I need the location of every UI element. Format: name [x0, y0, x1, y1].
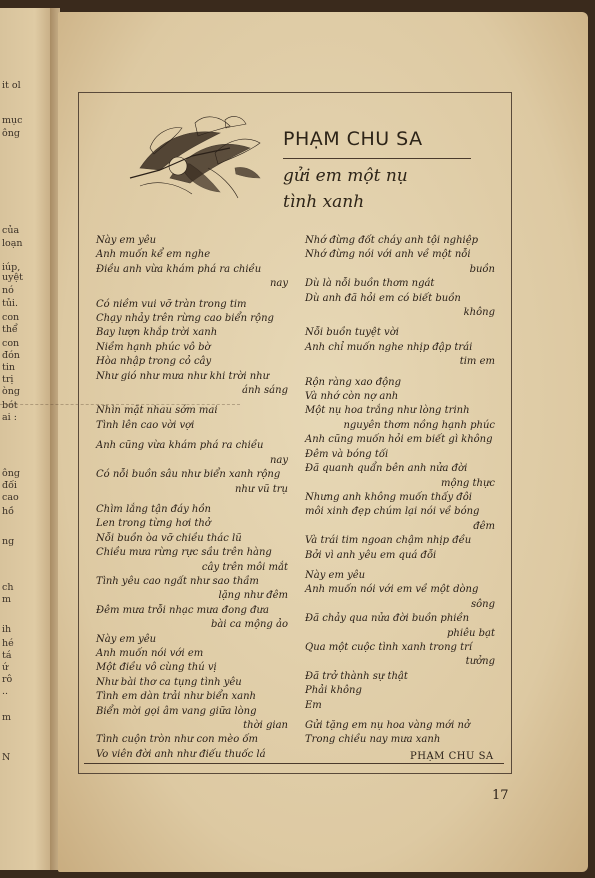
poem-line: Dù là nỗi buồn thơm ngát — [305, 278, 435, 290]
left-page-text-fragment: tủi. — [2, 298, 18, 309]
poem-line: Anh cũng muốn hỏi em biết gì không — [305, 434, 493, 446]
poem-line: Đã trở thành sự thật — [305, 670, 408, 682]
poem-column-right — [305, 234, 497, 748]
poem-line: nay — [269, 278, 288, 290]
poem-title-line-1: gửi em một nụ — [283, 166, 408, 186]
left-page-text-fragment: ai : — [2, 412, 17, 423]
poem-line: Đêm mưa trỗi nhạc mưa đong đưa — [96, 604, 269, 616]
poem-line: đêm — [473, 520, 495, 532]
poem-line: Như bài thơ ca tụng tình yêu — [96, 676, 242, 688]
poem-line: Này em yêu — [305, 569, 366, 581]
poem-line: Trong chiều nay mưa xanh — [305, 734, 441, 746]
poem-line: tim em — [459, 356, 495, 368]
poem-line: Biển mời gọi âm vang giữa lòng — [96, 705, 257, 717]
poem-line: Nhớ đừng nói với anh về một nỗi — [305, 249, 471, 261]
poem-line: Tình em dàn trải như biển xanh — [96, 691, 256, 703]
poem-line: Anh chỉ muốn nghe nhịp đập trái — [305, 341, 473, 353]
poem-line: Anh muốn nói với em — [96, 647, 204, 659]
poem-title-line-2: tình xanh — [283, 192, 365, 212]
left-page-text-fragment: mục — [2, 115, 23, 126]
left-page-text-fragment: hé — [2, 638, 14, 649]
poem-line: môi xinh đẹp chúm lại nói về bóng — [305, 506, 480, 518]
left-page-text-fragment: loạn — [2, 238, 23, 249]
poem-line: Chiều mưa rừng rực sầu trên hàng — [96, 547, 272, 559]
left-page-text-fragment: tá — [2, 650, 12, 661]
left-page-text-fragment: ih — [2, 624, 12, 635]
poem-line: Qua một cuộc tình xanh trong trí — [305, 641, 473, 653]
poem-line: cây trên môi mắt — [201, 561, 288, 573]
left-page-text-fragment: N — [2, 752, 11, 763]
poem-line: lặng như đêm — [218, 590, 288, 602]
poem-line: Len trong từng hơi thở — [96, 518, 211, 530]
left-page-text-fragment: ông — [2, 468, 20, 479]
poem-line: mộng thực — [440, 477, 495, 489]
poem-line: Vo viên đời anh như điếu thuốc lá — [96, 748, 266, 760]
poem-line: Tình cuộn tròn như con mèo ốm — [96, 734, 258, 746]
poem-line: Đã quanh quẩn bên anh nửa đời — [305, 463, 468, 475]
poem-line: Anh cũng vừa khám phá ra chiều — [96, 440, 264, 452]
poem-line: ánh sáng — [242, 385, 288, 397]
left-page-text-fragment: trị — [2, 374, 14, 385]
left-page-text-fragment: thể — [2, 324, 18, 335]
poem-line: Niềm hạnh phúc vô bờ — [96, 341, 211, 353]
left-page-text-fragment: ch — [2, 582, 14, 593]
poem-line: nguyên thơm nồng hạnh phúc — [343, 419, 495, 431]
left-page-text-fragment: cao — [2, 492, 19, 503]
left-page-text-fragment: nó — [2, 285, 14, 296]
poem-author: PHẠM CHU SA — [283, 128, 423, 150]
left-page-text-fragment: òng — [2, 386, 20, 397]
left-page-text-fragment: của — [2, 225, 20, 236]
poem-line: sông — [471, 598, 495, 610]
poem-line: nay — [269, 454, 288, 466]
left-page-text-fragment: ứ — [2, 662, 9, 673]
poem-line: Một nụ hoa trắng như lòng trinh — [305, 405, 470, 417]
left-page-text-fragment: m — [2, 712, 12, 723]
poem-line: Hòa nhập trong cỏ cây — [96, 356, 212, 368]
poem-line: Rộn ràng xao động — [305, 376, 401, 388]
page-number: 17 — [492, 788, 509, 803]
poem-line: bài ca mộng ảo — [211, 619, 288, 631]
left-page-edge — [0, 8, 50, 870]
poem-line: Dù anh đã hỏi em có biết buồn — [305, 292, 461, 304]
left-page-text-fragment: hồ — [2, 506, 14, 517]
left-page-text-fragment: ng — [2, 536, 15, 547]
left-page-text-fragment: ông — [2, 128, 20, 139]
poem-line: Nhưng anh không muốn thấy đôi — [305, 491, 472, 503]
left-page-text-fragment: rô — [2, 674, 13, 685]
poem-line: Anh muốn nói với em về một dòng — [305, 584, 479, 596]
poem-line: Nỗi buồn tuyệt vời — [305, 327, 399, 339]
poem-line: Nhìn mặt nhau sớm mai — [96, 405, 218, 417]
poem-line: thời gian — [243, 720, 288, 731]
poem-line: Em — [305, 699, 322, 711]
left-page-text-fragment: con — [2, 338, 20, 349]
poem-line: Bởi vì anh yêu em quá đỗi — [305, 549, 437, 561]
poem-line: tưởng — [465, 656, 495, 668]
poem-line: Chìm lắng tận đáy hồn — [96, 503, 211, 515]
poem-line: Này em yêu — [96, 235, 157, 246]
footer-divider — [84, 763, 504, 764]
poem-signature: PHẠM CHU SA — [410, 751, 494, 762]
left-page-text-fragment: con — [2, 312, 20, 323]
left-page-text-fragment: bót — [2, 400, 18, 411]
poem-column-left — [96, 234, 290, 762]
poem-line: Phải không — [305, 685, 362, 697]
poem-line: như vũ trụ — [234, 483, 288, 495]
poem-line: Gửi tặng em nụ hoa vàng mới nở — [305, 720, 471, 731]
poem-line: Tình yêu cao ngất như sao thầm — [96, 575, 259, 587]
poem-line: không — [463, 307, 495, 319]
poem-line: Nhớ đừng đốt cháy anh tội nghiệp — [305, 235, 479, 246]
leaf-branch-illustration-icon — [120, 108, 270, 204]
poem-line: Như gió như mưa như khi trời như — [96, 370, 270, 382]
left-page-text-fragment: .. — [2, 686, 9, 697]
left-page-text-fragment: m — [2, 594, 12, 605]
poem-line: Đêm và bóng tối — [305, 448, 389, 460]
poem-line: Và nhớ còn nợ anh — [305, 391, 399, 403]
poem-line: Có niềm vui vỡ tràn trong tim — [96, 298, 247, 310]
left-page-text-fragment: iúp, — [2, 262, 21, 273]
poem-line: Nỗi buồn òa vỡ chiều thác lũ — [96, 532, 242, 544]
poem-line: Chạy nhảy trên rừng cao biển rộng — [96, 313, 274, 325]
poem-line: phiêu bạt — [447, 627, 495, 639]
left-page-text-fragment: it ol — [2, 80, 21, 91]
poem-line: Điều anh vừa khám phá ra chiều — [96, 263, 262, 275]
left-page-text-fragment: đối — [2, 480, 17, 491]
header-divider — [283, 158, 471, 159]
poem-line: Đã chảy qua nửa đời buồn phiền — [305, 613, 470, 625]
left-page-text-fragment: đón — [2, 350, 20, 361]
left-page-text-fragment: tin — [2, 362, 15, 373]
left-page-text-fragment: uyệt — [2, 272, 23, 283]
poem-title — [283, 163, 483, 215]
poem-line: Tình lên cao vời vợi — [96, 419, 195, 431]
poem-line: Và trái tim ngoan chậm nhịp đều — [305, 535, 472, 547]
poem-line: Bay lượn khắp trời xanh — [96, 327, 218, 339]
poem-line: buồn — [469, 263, 495, 275]
poem-line: Anh muốn kể em nghe — [96, 249, 211, 261]
poem-line: Này em yêu — [96, 633, 157, 645]
poem-line: Một điều vô cùng thú vị — [96, 662, 217, 674]
poem-line: Có nỗi buồn sâu như biển xanh rộng — [96, 469, 281, 481]
